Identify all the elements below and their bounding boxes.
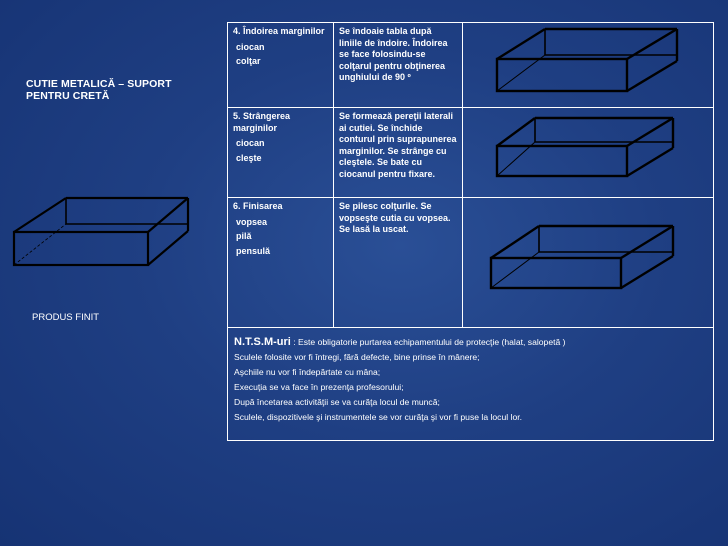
safety-rule: După încetarea activităţii se va curăţa locul de muncă; <box>234 397 440 407</box>
safety-rule: Aşchiile nu vor fi îndepărtate cu mâna; <box>234 367 381 377</box>
table-row <box>228 198 714 328</box>
step-name-cell <box>228 198 334 328</box>
step-name: 4. Îndoirea marginilor <box>233 26 325 36</box>
tool-item: vopsea <box>236 216 268 227</box>
safety-rules-heading: N.T.S.M-uri <box>234 336 291 348</box>
table-row <box>228 328 714 441</box>
safety-rules-cell <box>228 328 714 441</box>
safety-rule: Sculele, dispozitivele şi instrumentele se vor curăţa şi vor fi puse la locul lor. <box>234 412 523 422</box>
step-figure-cell <box>463 198 714 328</box>
tool-item: ciocan <box>236 41 265 52</box>
safety-rule: Sculele folosite vor fi întregi, fără defecte, bine prinse în mânere; <box>234 352 480 362</box>
table-row <box>228 108 714 198</box>
step-figure-cell <box>463 23 714 108</box>
step-name: 6. Finisarea <box>233 201 283 211</box>
finished-box-drawing <box>10 192 190 272</box>
step-description: Se îndoaie tabla după liniile de îndoire. Îndoirea se face folosindu-se colţarul pentru obţinerea unghiului de 90 º <box>334 23 463 108</box>
box-drawing <box>493 114 693 184</box>
slide-title: CUTIE METALICĂ – SUPORT PENTRU CRETĂ <box>26 78 172 102</box>
box-drawing <box>487 222 697 294</box>
step-name-cell <box>228 23 334 108</box>
step-name-cell <box>228 108 334 198</box>
safety-rules-heading-line <box>234 335 707 350</box>
finished-product-label: PRODUS FINIT <box>32 312 100 323</box>
tool-item: colţar <box>236 56 261 66</box>
step-name: 5. Strângerea marginilor <box>233 111 291 133</box>
step-description: Se pilesc colţurile. Se vopseşte cutia cu vopsea. Se lasă la uscat. <box>334 198 463 328</box>
safety-rule: Execuţia se va face în prezenţa profesorului; <box>234 382 404 392</box>
tool-item: cleşte <box>236 152 262 163</box>
step-description: Se formează pereţii laterali ai cutiei. Se închide conturul prin suprapunerea marginilor. Se strânge cu cleştele. Se bate cu ciocanul pentru fixare. <box>334 108 463 198</box>
box-drawing <box>493 25 693 97</box>
process-table <box>227 22 714 441</box>
table-row <box>228 23 714 108</box>
tool-item: ciocan <box>236 138 265 148</box>
safety-rules-intro: : Este obligatorie purtarea echipamentului de protecţie (halat, salopetă ) <box>290 337 566 347</box>
tool-item: pilă <box>236 231 252 241</box>
step-figure-cell <box>463 108 714 198</box>
tool-item: pensulă <box>236 245 271 256</box>
